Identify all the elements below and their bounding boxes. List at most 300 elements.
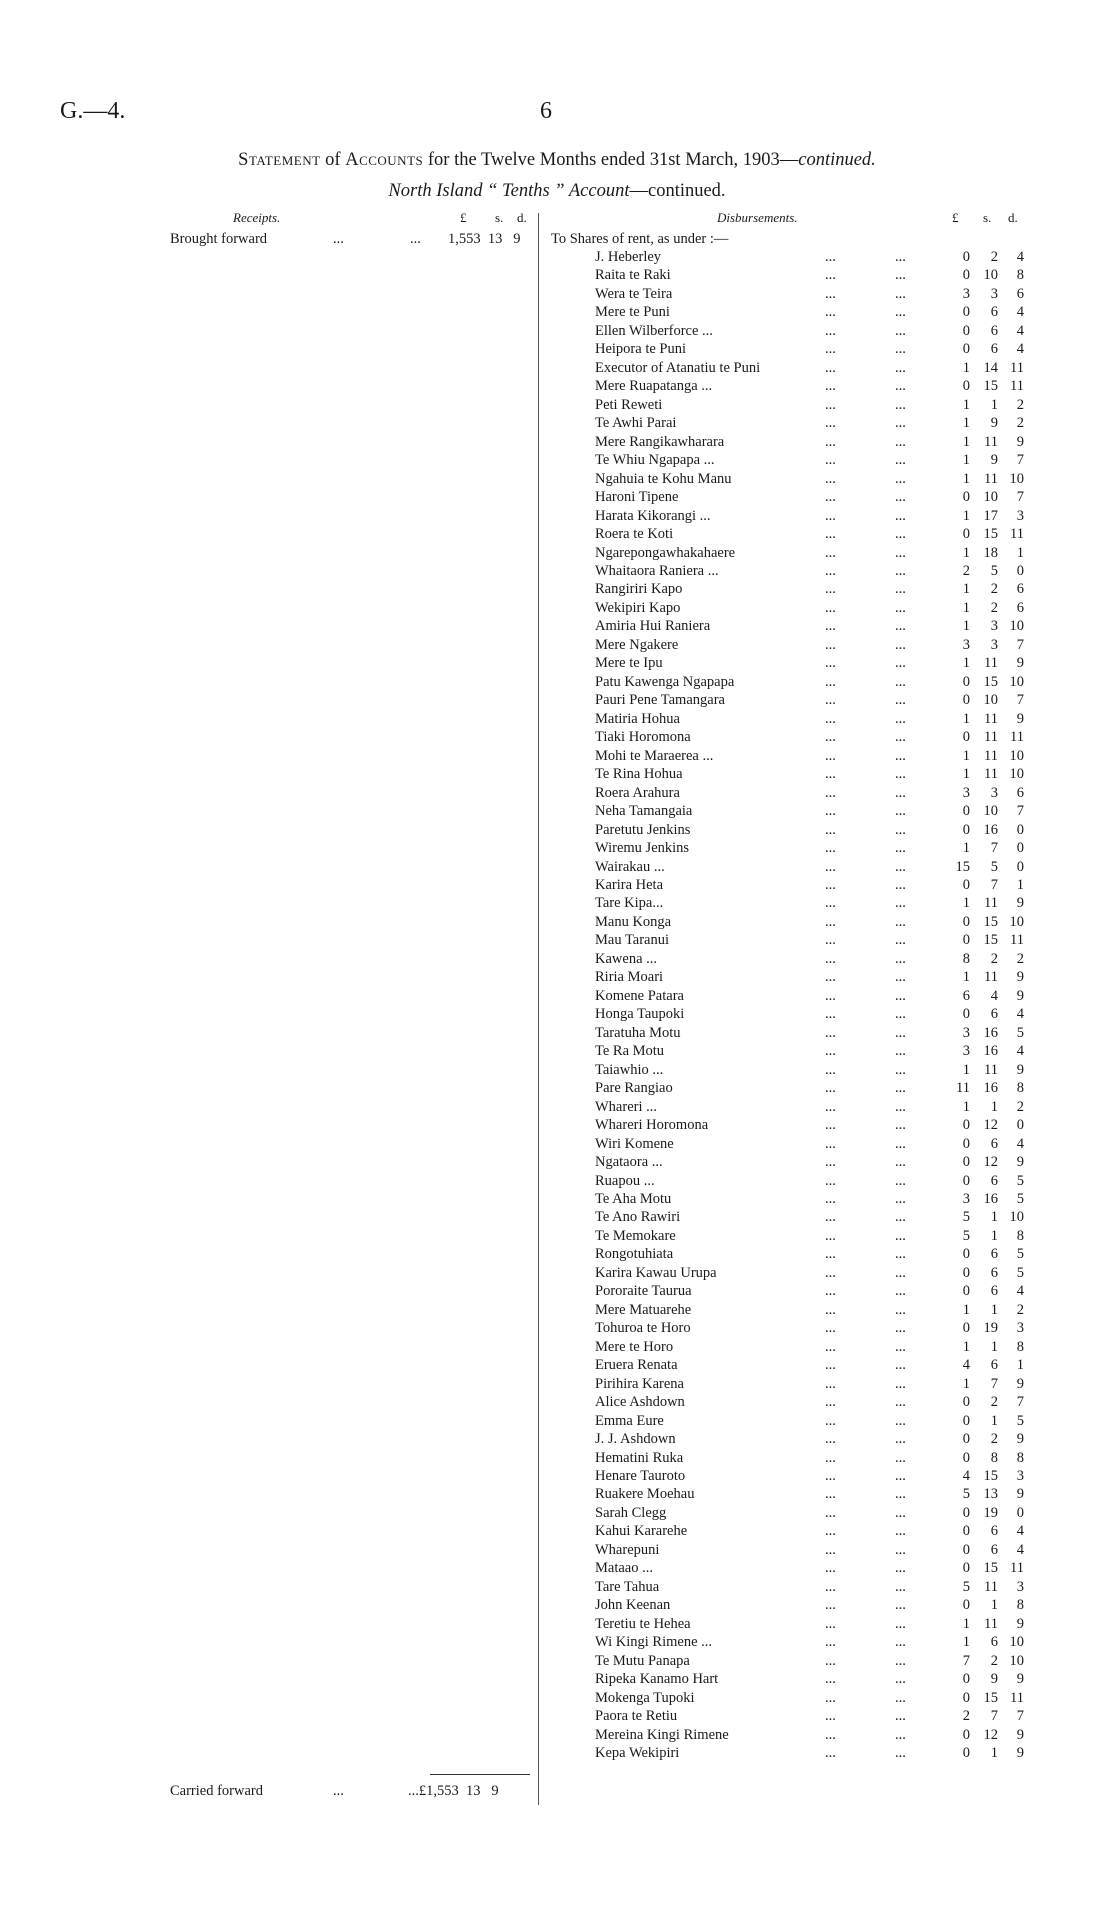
amount-shillings: 7 — [990, 876, 998, 893]
amount-pounds: 0 — [962, 729, 970, 746]
leader-dots: ... — [825, 544, 836, 561]
leader-dots: ... — [895, 692, 906, 709]
leader-dots: ... — [825, 1615, 836, 1632]
payee-name: Heipora te Puni — [595, 341, 687, 358]
amount-pounds: 1 — [962, 1301, 970, 1318]
amount-pounds: 0 — [962, 1117, 970, 1134]
payee-name: Whareri ... — [595, 1098, 657, 1115]
leader-dots: ... — [895, 1615, 906, 1632]
leader-dots: ... — [825, 1061, 836, 1078]
leader-dots: ... — [895, 1246, 906, 1263]
leader-dots: ... — [895, 821, 906, 838]
leader-dots: ... — [825, 618, 836, 635]
amount-shillings: 13 — [983, 1486, 998, 1503]
amount-shillings: 1 — [990, 1209, 998, 1226]
leader-dots: ... — [825, 1689, 836, 1706]
leader-dots: ... — [825, 913, 836, 930]
leader-dots: ... — [825, 766, 836, 783]
amount-pence: 1 — [1016, 544, 1024, 561]
amount-pounds: 2 — [962, 562, 970, 579]
disbursement-row — [0, 1394, 1114, 1412]
amount-shillings: 9 — [990, 415, 998, 432]
amount-pounds: 0 — [962, 1560, 970, 1577]
leader-dots: ... — [895, 895, 906, 912]
page-number: 6 — [540, 98, 552, 124]
disbursement-row — [0, 1154, 1114, 1172]
leader-dots: ... — [895, 1320, 906, 1337]
leader-dots: ... — [825, 1098, 836, 1115]
title-rest: for the Twelve Months ended 31st March, 1903— — [427, 150, 799, 170]
disbursement-row — [0, 674, 1114, 692]
amount-shillings: 1 — [990, 1745, 998, 1762]
amount-pence: 0 — [1016, 562, 1024, 579]
leader-dots: ... — [895, 1523, 906, 1540]
amount-pence: 10 — [1009, 747, 1024, 764]
amount-pence: 11 — [1010, 1689, 1024, 1706]
disbursement-row — [0, 563, 1114, 581]
disbursement-row — [0, 378, 1114, 396]
amount-pence: 4 — [1016, 1135, 1024, 1152]
disbursement-row — [0, 1320, 1114, 1338]
payee-name: Wharepuni — [595, 1541, 660, 1558]
leader-dots: ... — [825, 747, 836, 764]
disbursements-col-shillings: s. — [983, 210, 992, 225]
receipts-col-pence: d. — [517, 210, 527, 225]
payee-name: Roera Arahura — [595, 784, 680, 801]
amount-shillings: 11 — [984, 1615, 998, 1632]
payee-name: Mau Taranui — [595, 932, 670, 949]
carried-forward-leader: ... — [333, 1783, 344, 1799]
payee-name: Mohi te Maraerea ... — [595, 747, 714, 764]
amount-pounds: 0 — [962, 1283, 970, 1300]
amount-shillings: 6 — [990, 1357, 998, 1374]
leader-dots: ... — [895, 1431, 906, 1448]
amount-shillings: 4 — [990, 987, 998, 1004]
amount-pounds: 0 — [962, 1006, 970, 1023]
disbursement-row — [0, 1376, 1114, 1394]
leader-dots: ... — [895, 396, 906, 413]
leader-dots: ... — [825, 470, 836, 487]
payee-name: Te Rina Hohua — [595, 766, 683, 783]
payee-name: Whareri Horomona — [595, 1117, 709, 1134]
amount-pence: 4 — [1016, 1283, 1024, 1300]
payee-name: Te Awhi Parai — [595, 415, 677, 432]
amount-pence: 9 — [1016, 1671, 1024, 1688]
disbursement-row — [0, 1117, 1114, 1135]
payee-name: Ruapou ... — [595, 1172, 655, 1189]
amount-pence: 8 — [1016, 1227, 1024, 1244]
leader-dots: ... — [895, 249, 906, 265]
leader-dots: ... — [895, 969, 906, 986]
disbursements-heading: Disbursements. — [717, 210, 798, 225]
amount-shillings: 15 — [983, 1689, 998, 1706]
disbursement-row — [0, 1431, 1114, 1449]
leader-dots: ... — [825, 599, 836, 616]
leader-dots: ... — [825, 710, 836, 727]
amount-pence: 7 — [1016, 692, 1024, 709]
leader-dots: ... — [825, 396, 836, 413]
leader-dots: ... — [825, 1745, 836, 1762]
payee-name: Pauri Pene Tamangara — [595, 692, 725, 709]
amount-pence: 4 — [1016, 249, 1024, 265]
amount-pence: 8 — [1016, 1338, 1024, 1355]
amount-pounds: 0 — [962, 1745, 970, 1762]
amount-pence: 7 — [1016, 636, 1024, 653]
leader-dots: ... — [895, 1597, 906, 1614]
amount-shillings: 6 — [990, 1172, 998, 1189]
payee-name: J. Heberley — [595, 249, 662, 265]
amount-pounds: 1 — [962, 895, 970, 912]
disbursement-row — [0, 1265, 1114, 1283]
disbursement-row — [0, 1413, 1114, 1431]
leader-dots: ... — [895, 1357, 906, 1374]
leader-dots: ... — [825, 1560, 836, 1577]
payee-name: Mataao ... — [595, 1560, 653, 1577]
amount-pounds: 0 — [962, 267, 970, 284]
leader-dots: ... — [825, 655, 836, 672]
payee-name: Teretiu te Hehea — [595, 1615, 691, 1632]
receipts-col-shillings: s. — [495, 210, 504, 225]
amount-pounds: 3 — [962, 1190, 970, 1207]
leader-dots: ... — [825, 932, 836, 949]
amount-shillings: 18 — [983, 544, 998, 561]
amount-shillings: 1 — [990, 1597, 998, 1614]
amount-shillings: 2 — [990, 1431, 998, 1448]
leader-dots: ... — [895, 1024, 906, 1041]
payee-name: Rongotuhiata — [595, 1246, 674, 1263]
payee-name: Ruakere Moehau — [595, 1486, 695, 1503]
payee-name: Wi Kingi Rimene ... — [595, 1634, 713, 1651]
amount-pence: 10 — [1009, 618, 1024, 635]
leader-dots: ... — [895, 489, 906, 506]
amount-shillings: 1 — [990, 1338, 998, 1355]
leader-dots: ... — [825, 1024, 836, 1041]
amount-shillings: 11 — [984, 470, 998, 487]
disbursement-row — [0, 803, 1114, 821]
amount-shillings: 6 — [990, 1246, 998, 1263]
amount-pounds: 0 — [962, 1172, 970, 1189]
amount-pounds: 1 — [962, 470, 970, 487]
title-word-of: of — [325, 150, 341, 170]
disbursement-row — [0, 452, 1114, 470]
leader-dots: ... — [895, 1671, 906, 1688]
amount-shillings: 10 — [983, 803, 998, 820]
subtitle-continued: —continued. — [629, 181, 726, 201]
leader-dots: ... — [825, 507, 836, 524]
leader-dots: ... — [825, 1117, 836, 1134]
leader-dots: ... — [895, 766, 906, 783]
amount-pounds: 0 — [962, 932, 970, 949]
payee-name: Tohuroa te Horo — [595, 1320, 691, 1337]
amount-pence: 5 — [1016, 1172, 1024, 1189]
disbursement-row — [0, 1634, 1114, 1652]
leader-dots: ... — [825, 1541, 836, 1558]
leader-dots: ... — [825, 1486, 836, 1503]
amount-shillings: 1 — [990, 1227, 998, 1244]
leader-dots: ... — [895, 1689, 906, 1706]
leader-dots: ... — [825, 1080, 836, 1097]
amount-pence: 8 — [1016, 267, 1024, 284]
amount-shillings: 3 — [990, 285, 998, 302]
disbursement-row — [0, 304, 1114, 322]
amount-pounds: 1 — [962, 1634, 970, 1651]
leader-dots: ... — [895, 562, 906, 579]
disbursement-row — [0, 1228, 1114, 1246]
amount-shillings: 6 — [990, 1264, 998, 1281]
disbursement-row — [0, 1727, 1114, 1745]
disbursement-row — [0, 1283, 1114, 1301]
disbursement-row — [0, 988, 1114, 1006]
leader-dots: ... — [825, 1264, 836, 1281]
receipts-heading: Receipts. — [233, 210, 281, 225]
amount-shillings: 6 — [990, 1006, 998, 1023]
payee-name: Roera te Koti — [595, 526, 674, 543]
amount-pence: 0 — [1016, 1117, 1024, 1134]
payee-name: Mokenga Tupoki — [595, 1689, 695, 1706]
payee-name: Riria Moari — [595, 969, 664, 986]
amount-pence: 5 — [1016, 1264, 1024, 1281]
disbursement-row — [0, 692, 1114, 710]
amount-pounds: 2 — [962, 1708, 970, 1725]
amount-pounds: 1 — [962, 396, 970, 413]
leader-dots: ... — [895, 1006, 906, 1023]
disbursement-row — [0, 655, 1114, 673]
payee-name: Taiawhio ... — [595, 1061, 664, 1078]
leader-dots: ... — [825, 784, 836, 801]
disbursement-row — [0, 1486, 1114, 1504]
amount-pounds: 5 — [962, 1578, 970, 1595]
disbursement-row — [0, 1708, 1114, 1726]
leader-dots: ... — [895, 618, 906, 635]
disbursement-row — [0, 914, 1114, 932]
leader-dots: ... — [825, 895, 836, 912]
disbursement-row — [0, 600, 1114, 618]
amount-pounds: 0 — [962, 1504, 970, 1521]
leader-dots: ... — [895, 1726, 906, 1743]
leader-dots: ... — [895, 1486, 906, 1503]
leader-dots: ... — [825, 969, 836, 986]
amount-shillings: 15 — [983, 932, 998, 949]
payee-name: John Keenan — [595, 1597, 671, 1614]
amount-shillings: 15 — [983, 526, 998, 543]
amount-shillings: 6 — [990, 341, 998, 358]
amount-pence: 10 — [1009, 470, 1024, 487]
amount-pounds: 11 — [956, 1080, 970, 1097]
amount-shillings: 5 — [990, 562, 998, 579]
amount-shillings: 10 — [983, 267, 998, 284]
leader-dots: ... — [895, 710, 906, 727]
amount-pence: 11 — [1010, 526, 1024, 543]
disbursement-row — [0, 1191, 1114, 1209]
amount-pence: 4 — [1016, 304, 1024, 321]
leader-dots: ... — [825, 692, 836, 709]
leader-dots: ... — [825, 526, 836, 543]
leader-dots: ... — [825, 1652, 836, 1669]
amount-pence: 3 — [1016, 507, 1024, 524]
payee-name: Hematini Ruka — [595, 1449, 684, 1466]
amount-pounds: 5 — [962, 1227, 970, 1244]
disbursement-row — [0, 489, 1114, 507]
disbursement-row — [0, 1043, 1114, 1061]
leader-dots: ... — [895, 526, 906, 543]
amount-pence: 9 — [1016, 895, 1024, 912]
payee-name: Mere Ruapatanga ... — [595, 378, 713, 395]
leader-dots: ... — [895, 1338, 906, 1355]
amount-shillings: 7 — [990, 1708, 998, 1725]
amount-pounds: 0 — [962, 489, 970, 506]
amount-shillings: 19 — [983, 1504, 998, 1521]
payee-name: Patu Kawenga Ngapapa — [595, 673, 735, 690]
leader-dots: ... — [895, 1708, 906, 1725]
amount-shillings: 3 — [990, 618, 998, 635]
payee-name: Tare Tahua — [595, 1578, 660, 1595]
leader-dots: ... — [825, 1597, 836, 1614]
payee-name: J. J. Ashdown — [595, 1431, 676, 1448]
disbursement-row — [0, 267, 1114, 285]
leader-dots: ... — [825, 1468, 836, 1485]
disbursement-row — [0, 766, 1114, 784]
amount-shillings: 2 — [990, 950, 998, 967]
amount-pence: 9 — [1016, 987, 1024, 1004]
disbursement-row — [0, 711, 1114, 729]
leader-dots: ... — [825, 1375, 836, 1392]
disbursement-row — [0, 1597, 1114, 1615]
payee-name: Peti Reweti — [595, 396, 663, 413]
disbursement-row — [0, 397, 1114, 415]
leader-dots: ... — [825, 304, 836, 321]
amount-pence: 8 — [1016, 1449, 1024, 1466]
title-word-accounts: Accounts — [345, 150, 424, 170]
amount-pounds: 0 — [962, 692, 970, 709]
payee-name: Executor of Atanatiu te Puni — [595, 359, 761, 376]
leader-dots: ... — [895, 840, 906, 857]
amount-pence: 2 — [1016, 1301, 1024, 1318]
leader-dots: ... — [825, 950, 836, 967]
leader-dots: ... — [895, 1634, 906, 1651]
payee-name: Whaitaora Raniera ... — [595, 562, 719, 579]
disbursement-row — [0, 1080, 1114, 1098]
amount-pence: 1 — [1016, 876, 1024, 893]
amount-shillings: 19 — [983, 1320, 998, 1337]
leader-dots: ... — [895, 1412, 906, 1429]
amount-shillings: 6 — [990, 1135, 998, 1152]
amount-pence: 10 — [1009, 1652, 1024, 1669]
amount-pence: 0 — [1016, 840, 1024, 857]
amount-shillings: 16 — [983, 1080, 998, 1097]
leader-dots: ... — [895, 1061, 906, 1078]
amount-pence: 4 — [1016, 322, 1024, 339]
amount-shillings: 1 — [990, 1098, 998, 1115]
amount-pounds: 1 — [962, 1061, 970, 1078]
leader-dots: ... — [895, 1449, 906, 1466]
amount-pounds: 3 — [962, 1043, 970, 1060]
leader-dots: ... — [895, 803, 906, 820]
payee-name: Rangiriri Kapo — [595, 581, 683, 598]
amount-shillings: 6 — [990, 1634, 998, 1651]
payee-name: Te Mutu Panapa — [595, 1652, 690, 1669]
leader-dots: ... — [825, 285, 836, 302]
disbursements-col-pence: d. — [1008, 210, 1018, 225]
amount-pounds: 0 — [962, 249, 970, 265]
amount-pence: 11 — [1010, 1560, 1024, 1577]
payee-name: Amiria Hui Raniera — [595, 618, 711, 635]
amount-pounds: 15 — [955, 858, 970, 875]
amount-pounds: 0 — [962, 322, 970, 339]
disbursement-row — [0, 1246, 1114, 1264]
payee-name: Mere te Puni — [595, 304, 670, 321]
amount-pounds: 1 — [962, 507, 970, 524]
payee-name: Komene Patara — [595, 987, 684, 1004]
disbursement-row — [0, 1560, 1114, 1578]
carried-forward-label: Carried forward — [170, 1783, 263, 1799]
leader-dots: ... — [895, 1652, 906, 1669]
leader-dots: ... — [825, 1431, 836, 1448]
payee-name: Kahui Kararehe — [595, 1523, 688, 1540]
amount-pence: 10 — [1009, 673, 1024, 690]
amount-pounds: 1 — [962, 544, 970, 561]
amount-pounds: 0 — [962, 1264, 970, 1281]
disbursement-row — [0, 545, 1114, 563]
amount-pounds: 1 — [962, 1098, 970, 1115]
leader-dots: ... — [895, 987, 906, 1004]
amount-pence: 5 — [1016, 1412, 1024, 1429]
amount-shillings: 2 — [990, 249, 998, 265]
amount-pounds: 0 — [962, 1431, 970, 1448]
amount-pounds: 1 — [962, 1615, 970, 1632]
payee-name: Neha Tamangaia — [595, 803, 693, 820]
leader-dots: ... — [895, 285, 906, 302]
amount-shillings: 15 — [983, 913, 998, 930]
leader-dots: ... — [825, 803, 836, 820]
leader-dots: ... — [895, 267, 906, 284]
leader-dots: ... — [825, 1006, 836, 1023]
disbursement-row — [0, 415, 1114, 433]
leader-dots: ... — [825, 1227, 836, 1244]
amount-pence: 0 — [1016, 858, 1024, 875]
disbursement-row — [0, 877, 1114, 895]
amount-pence: 3 — [1016, 1468, 1024, 1485]
amount-pence: 9 — [1016, 1615, 1024, 1632]
amount-pence: 9 — [1016, 1486, 1024, 1503]
amount-shillings: 3 — [990, 636, 998, 653]
leader-dots: ... — [825, 1671, 836, 1688]
payee-name: Ellen Wilberforce ... — [595, 322, 713, 339]
amount-shillings: 3 — [990, 784, 998, 801]
leader-dots: ... — [825, 1578, 836, 1595]
leader-dots: ... — [895, 1394, 906, 1411]
amount-shillings: 12 — [983, 1154, 998, 1171]
disbursement-row — [0, 969, 1114, 987]
amount-pence: 2 — [1016, 950, 1024, 967]
disbursement-row — [0, 341, 1114, 359]
title-continued: continued. — [798, 150, 876, 170]
leader-dots: ... — [895, 1468, 906, 1485]
leader-dots: ... — [895, 636, 906, 653]
leader-dots: ... — [825, 1154, 836, 1171]
amount-shillings: 15 — [983, 1468, 998, 1485]
amount-pence: 6 — [1016, 581, 1024, 598]
amount-pounds: 1 — [962, 433, 970, 450]
amount-shillings: 9 — [990, 452, 998, 469]
amount-pounds: 1 — [962, 969, 970, 986]
amount-pence: 3 — [1016, 1320, 1024, 1337]
payee-name: Te Memokare — [595, 1227, 676, 1244]
amount-pounds: 1 — [962, 581, 970, 598]
disbursement-row — [0, 1025, 1114, 1043]
amount-pounds: 1 — [962, 655, 970, 672]
amount-pounds: 0 — [962, 1412, 970, 1429]
leader-dots: ... — [895, 1375, 906, 1392]
